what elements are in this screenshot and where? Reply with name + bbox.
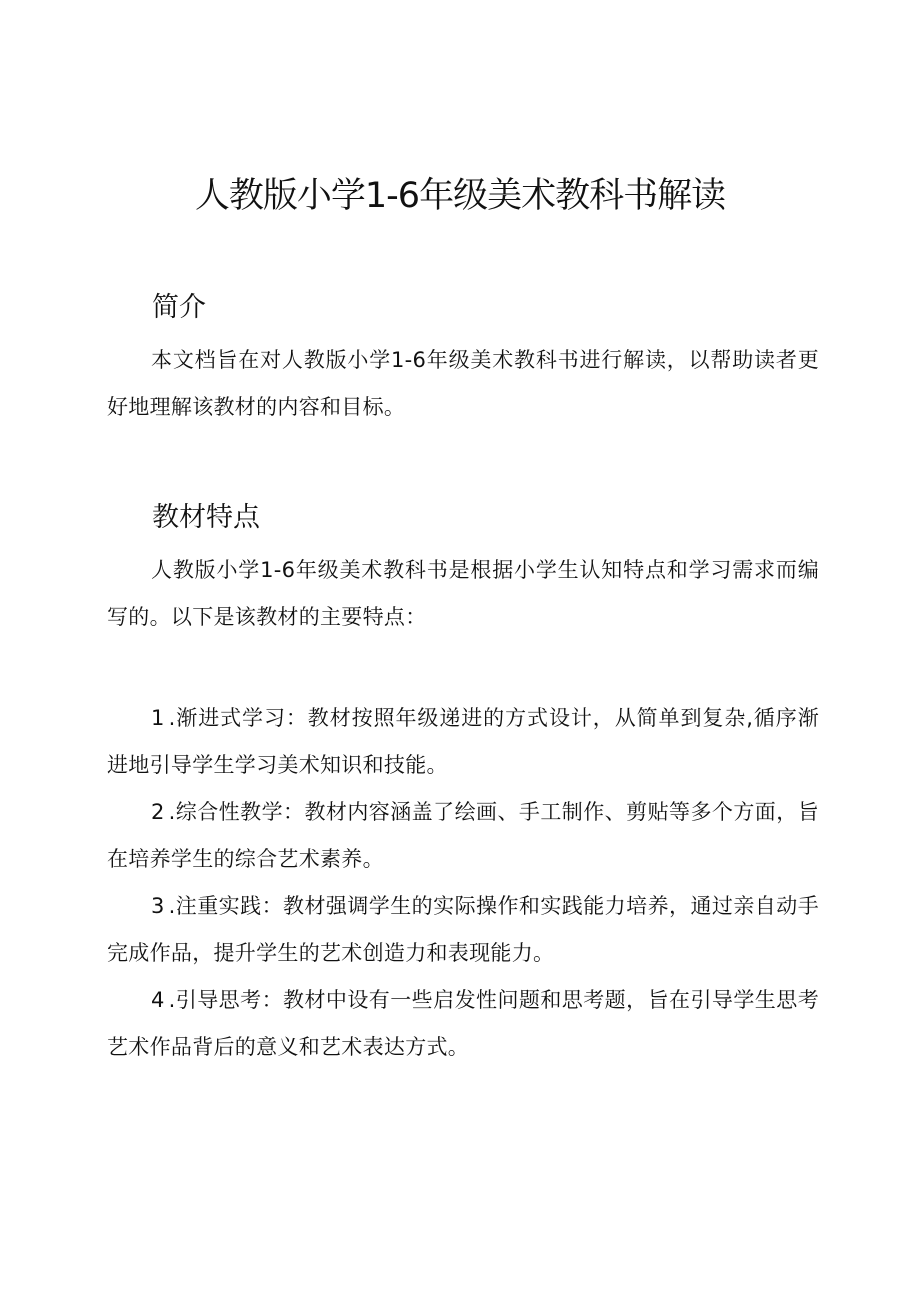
list-item [107, 977, 819, 1071]
section-heading-features: 教材特点 [152, 502, 260, 533]
list-item-text: .渐进式学习：教材按照年级递进的方式设计，从简单到复杂,循序渐进地引导学生学习美术知识和技能。 [107, 706, 819, 777]
list-item-number: 4 [151, 988, 165, 1012]
features-paragraph: 人教版小学1-6年级美术教科书是根据小学生认知特点和学习需求而编写的。以下是该教材的主要特点： [107, 558, 819, 629]
list-item-text: .综合性教学：教材内容涵盖了绘画、手工制作、剪贴等多个方面，旨在培养学生的综合艺术素养。 [107, 800, 819, 871]
list-item [107, 695, 819, 789]
list-item-text: .引导思考：教材中设有一些启发性问题和思考题，旨在引导学生思考艺术作品背后的意义和艺术表达方式。 [107, 988, 819, 1059]
list-item-text: .注重实践：教材强调学生的实际操作和实践能力培养，通过亲自动手完成作品，提升学生的艺术创造力和表现能力。 [107, 894, 819, 965]
list-item [107, 789, 819, 883]
document-title: 人教版小学1-6年级美术教科书解读 [194, 176, 726, 216]
list-item-number: 2 [151, 800, 165, 824]
section-heading-intro: 简介 [152, 292, 206, 323]
intro-paragraph: 本文档旨在对人教版小学1-6年级美术教科书进行解读，以帮助读者更好地理解该教材的内容和目标。 [107, 348, 819, 419]
list-item-number: 3 [151, 894, 165, 918]
list-item-number: 1 [151, 706, 165, 730]
list-item [107, 883, 819, 977]
